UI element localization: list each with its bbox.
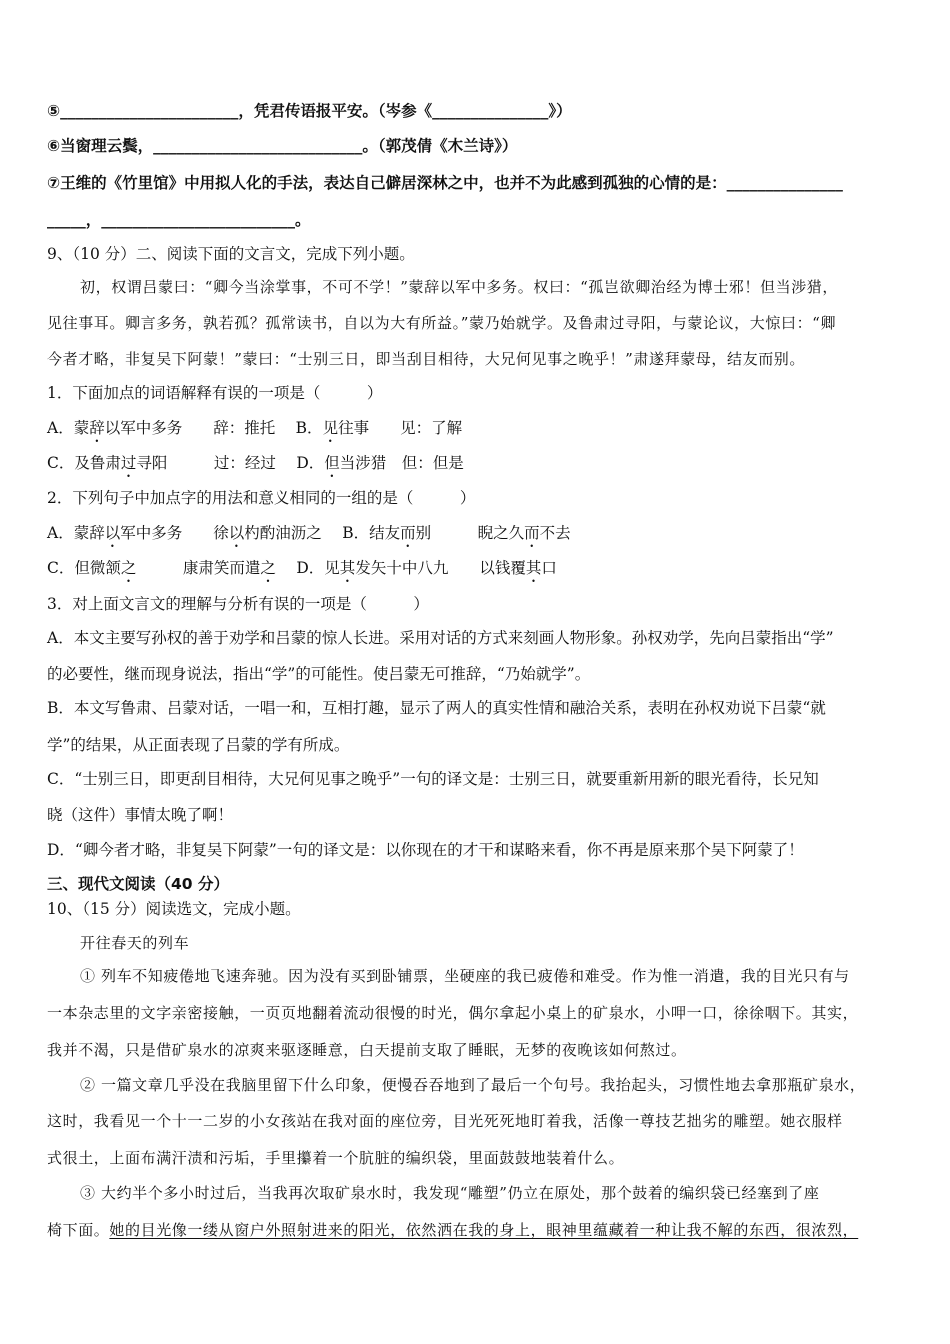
q9-header: 9、（10 分）二、阅读下面的文言文，完成下列小题。 (47, 245, 415, 263)
q10-header: 10、（15 分）阅读选文，完成小题。 (47, 900, 301, 918)
poem-line-7a: ⑦王维的《竹里馆》中用拟人化的手法，表达自己僻居深林之中，也并不为此感到孤独的心情的是：_______________ (47, 174, 843, 192)
q9-sub3-option-c-line[interactable]: 晓（这件）事情太晚了啊！ (47, 806, 234, 824)
poem-line-6: ⑥当窗理云鬓，___________________________。（郭茂倩《木兰诗》） (47, 137, 518, 155)
q9-sub2-question: 2．下列句子中加点字的用法和意义相同的一组的是（ ） (47, 489, 476, 507)
poem-line-7b: _____，_________________________。 (47, 211, 311, 229)
q9-sub1-options-cd (47, 452, 464, 481)
q9-sub3-option-a-line[interactable]: 的必要性，继而现身说法，指出“学”的可能性。使吕蒙无可推辞，“乃始就学”。 (47, 665, 591, 683)
option-b[interactable]: B．见往事 见：了解 (295, 419, 463, 437)
q9-passage-line: 初，权谓吕蒙曰：“卿今当涂掌事，不可不学！”蒙辞以军中多务。权曰：“孤岂欲卿治经为博士邪！但当涉猎， (80, 278, 839, 296)
q9-passage-line: 见往事耳。卿言多务，孰若孤？孤常读书，自以为大有所益。”蒙乃始就学。及鲁肃过寻阳，与蒙论议，大惊曰：“卿 (47, 314, 837, 332)
option-d[interactable]: D．见其发矢十中八九 以钱覆其口 (296, 559, 557, 577)
q9-sub2-options-cd (47, 557, 557, 586)
q9-sub3-question: 3．对上面文言文的理解与分析有误的一项是（ ） (47, 595, 429, 613)
option-a[interactable]: A．蒙辞以军中多务 辞：推托 (47, 419, 276, 437)
q10-paragraph-1-line: ① 列车不知疲倦地飞速奔驰。因为没有买到卧铺票，坐硬座的我已疲倦和难受。作为惟一消遣，我的目光只有与 (80, 967, 850, 985)
q10-paragraph-3-line: 椅下面。她的目光像一缕从窗户外照射进来的阳光，依然洒在我的身上，眼神里蕴藏着一种让我不解的东西，很浓烈， (47, 1221, 859, 1239)
q9-sub3-option-b-line[interactable]: B．本文写鲁肃、吕蒙对话，一唱一和，互相打趣，显示了两人的真实性情和融洽关系，表明在孙权劝说下吕蒙“就 (47, 699, 826, 717)
poem-line-5: ⑤_______________________，凭君传语报平安。（岑参《_______________》） (47, 102, 572, 120)
q9-sub1-options-ab (47, 417, 462, 446)
q9-sub3-option-c-line[interactable]: C．“士别三日，即更刮目相待，大兄何见事之晚乎”一句的译文是：士别三日，就要重新用新的眼光看待，长兄知 (47, 770, 819, 788)
q9-passage-line: 今者才略，非复吴下阿蒙！”蒙曰：“士别三日，即当刮目相待，大兄何见事之晚乎！”肃遂拜蒙母，结友而别。 (47, 350, 806, 368)
q9-sub2-options-ab (47, 522, 571, 551)
q10-paragraph-1-line: 我并不渴，只是借矿泉水的凉爽来驱逐睡意，白天提前支取了睡眠，无梦的夜晚该如何熬过。 (47, 1041, 687, 1059)
option-b[interactable]: B．结友而别 睨之久而不去 (342, 524, 571, 542)
option-a[interactable]: A．蒙辞以军中多务 徐以杓酌油沥之 (47, 524, 322, 542)
q10-article-title: 开往春天的列车 (80, 934, 190, 952)
underlined-sentence: 她的目光像一缕从窗户外照射进来的阳光，依然洒在我的身上，眼神里蕴藏着一种让我不解的东西，很浓烈， (109, 1221, 859, 1239)
q10-paragraph-2-line: 这时，我看见一个十一二岁的小女孩站在我对面的座位旁，目光死死地盯着我，活像一尊技艺拙劣的雕塑。她衣服样 (47, 1112, 843, 1130)
q10-paragraph-2-line: 式很土，上面布满汗渍和污垢，手里攥着一个肮脏的编织袋，里面鼓鼓地装着什么。 (47, 1149, 625, 1167)
q10-paragraph-1-line: 一本杂志里的文字亲密接触，一页页地翻着流动很慢的时光，偶尔拿起小桌上的矿泉水，小呷一口，徐徐咽下。其实， (47, 1004, 859, 1022)
q9-sub3-option-d[interactable]: D．“卿今者才略，非复吴下阿蒙”一句的译文是：以你现在的才干和谋略来看，你不再是原来那个吴下阿蒙了！ (47, 841, 804, 859)
q10-paragraph-2-line: ② 一篇文章几乎没在我脑里留下什么印象，便慢吞吞地到了最后一个句号。我抬起头，习惯性地去拿那瓶矿泉水， (80, 1076, 866, 1094)
option-c[interactable]: C．及鲁肃过寻阳 过：经过 (47, 454, 276, 472)
q9-sub1-question: 1．下面加点的词语解释有误的一项是（ ） (47, 384, 383, 402)
q10-paragraph-3-line: ③ 大约半个多小时过后，当我再次取矿泉水时，我发现“雕塑”仍立在原处，那个鼓着的编织袋已经塞到了座 (80, 1184, 820, 1202)
q9-sub3-option-a-line[interactable]: A．本文主要写孙权的善于劝学和吕蒙的惊人长进。采用对话的方式来刻画人物形象。孙权劝学，先向吕蒙指出“学” (47, 629, 834, 647)
q9-sub3-option-b-line[interactable]: 学”的结果，从正面表现了吕蒙的学有所成。 (47, 736, 350, 754)
option-d[interactable]: D．但当涉猎 但：但是 (296, 454, 464, 472)
section-3-title: 三、现代文阅读（40 分） (47, 875, 229, 893)
option-c[interactable]: C．但微颔之 康肃笑而遣之 (47, 559, 276, 577)
